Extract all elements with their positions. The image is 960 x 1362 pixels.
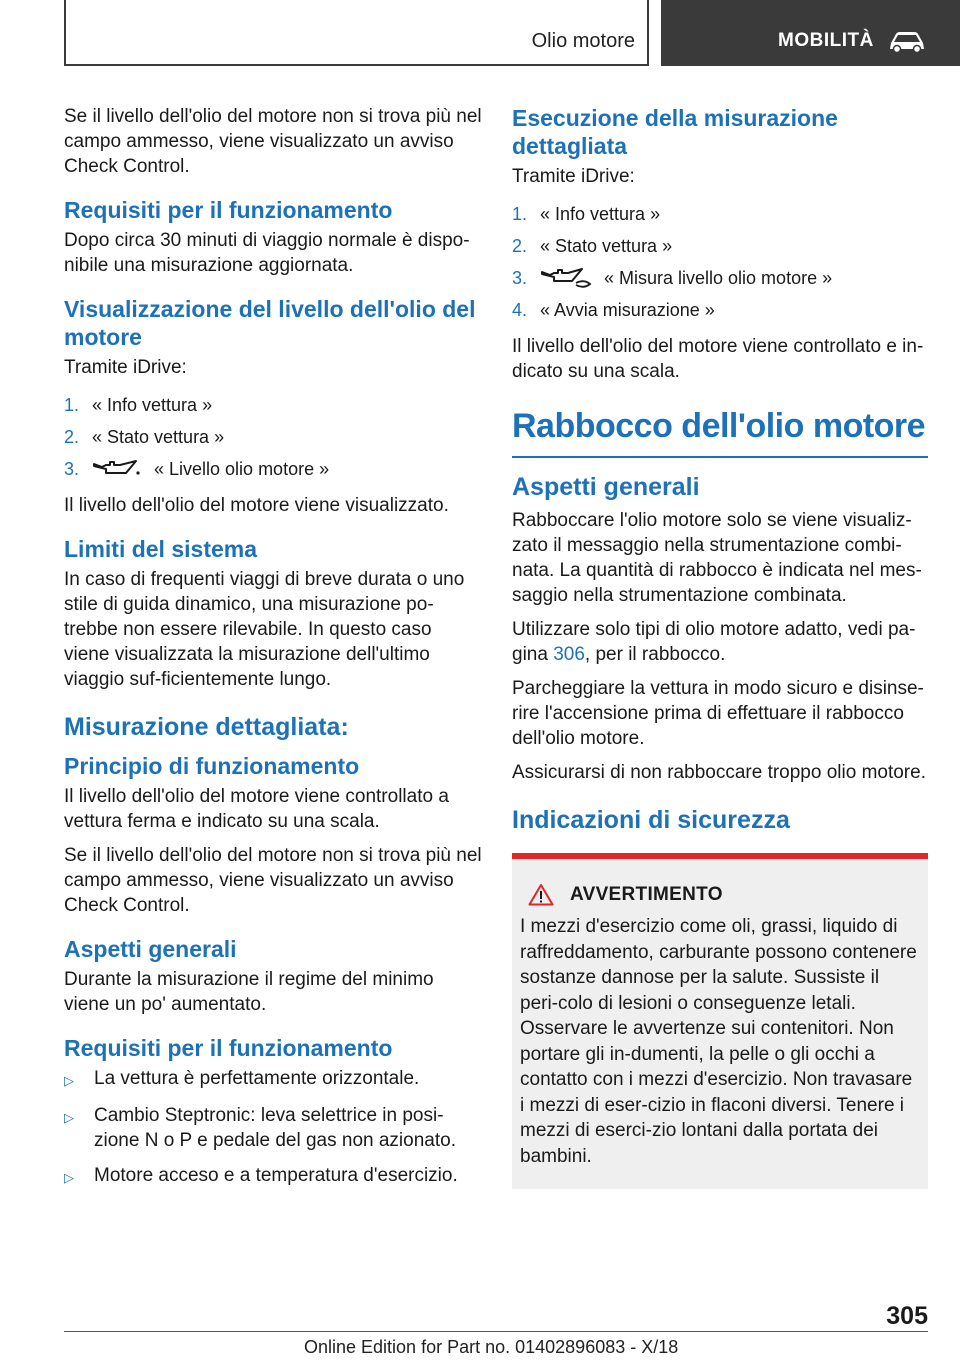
detailed-measurement-heading: Misurazione dettagliata: [64,713,349,741]
requirements-text: Dopo circa 30 minuti di viaggio normale è dispo-nibile una misurazione aggiornata. [64,230,470,276]
list-item: 2. « Stato vettura » [512,236,673,256]
list-item: 2. « Stato vettura » [64,427,225,447]
requirements-heading: Requisiti per il funzionamento [64,197,393,223]
general-paragraph-4: Assicurarsi di non rabboccare troppo olio motore. [512,762,926,783]
list-item: ▷ Motore acceso e a temperatura d'esercizio. [64,1163,482,1190]
list-item: ▷ La vettura è perfettamente orizzontale. [64,1066,482,1093]
oil-can-icon [92,459,142,479]
general-paragraph-2: Utilizzare solo tipi di olio motore adatto, vedi pa-gina 306, per il rabbocco. [512,619,916,665]
header-section-box [661,0,960,66]
warning-triangle-icon [528,883,554,906]
triangle-bullet-icon: ▷ [64,1073,74,1088]
warning-box [512,853,928,1189]
principle-heading: Principio di funzionamento [64,753,360,779]
oil-level-icon [540,267,592,289]
general-heading-left: Aspetti generali [64,936,237,962]
display-intro: Tramite iDrive: [64,357,187,378]
warning-text: I mezzi d'esercizio come oli, grassi, liquido di raffreddamento, carburante possono contenere sostanze dannose per la salute. Sussiste il peri-colo di lesioni o conseguenze letali. Osservare le avvertenze sui contenitori. Non portare gli in-dumenti, la pelle o gli occhi a contatto con i mezzi d'esercizio. Non travasare i mezzi di eser-cizio in flaconi diversi. Tenere i mezzi di eserci-zio lontani dalla portata dei bambini. [520,916,917,1167]
header-title-box [64,0,649,66]
execution-result: Il livello dell'olio del motore viene controllato e in-dicato su una scala. [512,336,924,382]
general-paragraph-3: Parcheggiare la vettura in modo sicuro e disinse-rire l'accensione prima di effettuare il rabbocco dell'olio motore. [512,678,924,749]
left-column [64,104,482,1200]
warning-title: AVVERTIMENTO [570,883,723,905]
requirements-heading-2: Requisiti per il funzionamento [64,1035,393,1061]
execution-heading: Esecuzione della misurazione dettagliata [512,105,838,159]
execution-intro: Tramite iDrive: [512,166,635,187]
display-oil-level-heading: Visualizzazione del livello dell'olio del motore [64,296,476,350]
list-item: 4. « Avvia misurazione » [512,300,715,320]
principle-text-1: Il livello dell'olio del motore viene controllato a vettura ferma e indicato su una scala. [64,786,449,832]
general-text-left: Durante la misurazione il regime del minimo viene un po' aumentato. [64,969,434,1015]
list-item: ▷ Cambio Steptronic: leva selettrice in posi-zione N o P e pedale del gas non azionato. [64,1105,456,1151]
list-item: 3. « Misura livello olio motore » [512,268,833,288]
footer-divider [64,1331,928,1332]
list-item: 3. « Livello olio motore » [64,459,330,479]
chapter-title: Rabbocco dell'olio motore [512,404,928,458]
intro-text: Se il livello dell'olio del motore non si trova più nel campo ammesso, viene visualizzato un avviso Check Control. [64,106,482,177]
header-section: MOBILITÀ [778,30,874,51]
footer-edition: Online Edition for Part no. 01402896083 - X/18 [304,1337,679,1357]
page-reference-link[interactable]: 306 [553,644,585,665]
car-icon [887,30,927,54]
execution-steps-list [512,198,928,326]
display-steps-list [64,389,482,485]
requirements-list [64,1066,482,1190]
safety-heading: Indicazioni di sicurezza [512,806,790,834]
page-number: 305 [886,1302,928,1330]
triangle-bullet-icon: ▷ [64,1170,74,1185]
list-item: 1. « Info vettura » [512,204,661,224]
general-heading-right: Aspetti generali [512,473,700,501]
limits-text: In caso di frequenti viaggi di breve durata o uno stile di guida dinamico, una misurazione po-trebbe non essere rilevabile. In questo caso viene visualizzata la misurazione dell'ultimo viaggio suf-ficientemente lungo. [64,569,465,690]
triangle-bullet-icon: ▷ [64,1110,74,1125]
right-column [512,104,928,1189]
warning-header [528,883,920,906]
limits-heading: Limiti del sistema [64,536,258,562]
header-title: Olio motore [531,30,635,52]
general-paragraph-1: Rabboccare l'olio motore solo se viene visualiz-zato il messaggio nella strumentazione combi-nata. La quantità di rabbocco è indicata nel mes-saggio nella strumentazione combinata. [512,510,922,606]
principle-text-2: Se il livello dell'olio del motore non si trova più nel campo ammesso, viene visualizzato un avviso Check Control. [64,845,482,916]
list-item: 1. « Info vettura » [64,395,213,415]
display-result: Il livello dell'olio del motore viene visualizzato. [64,495,449,516]
